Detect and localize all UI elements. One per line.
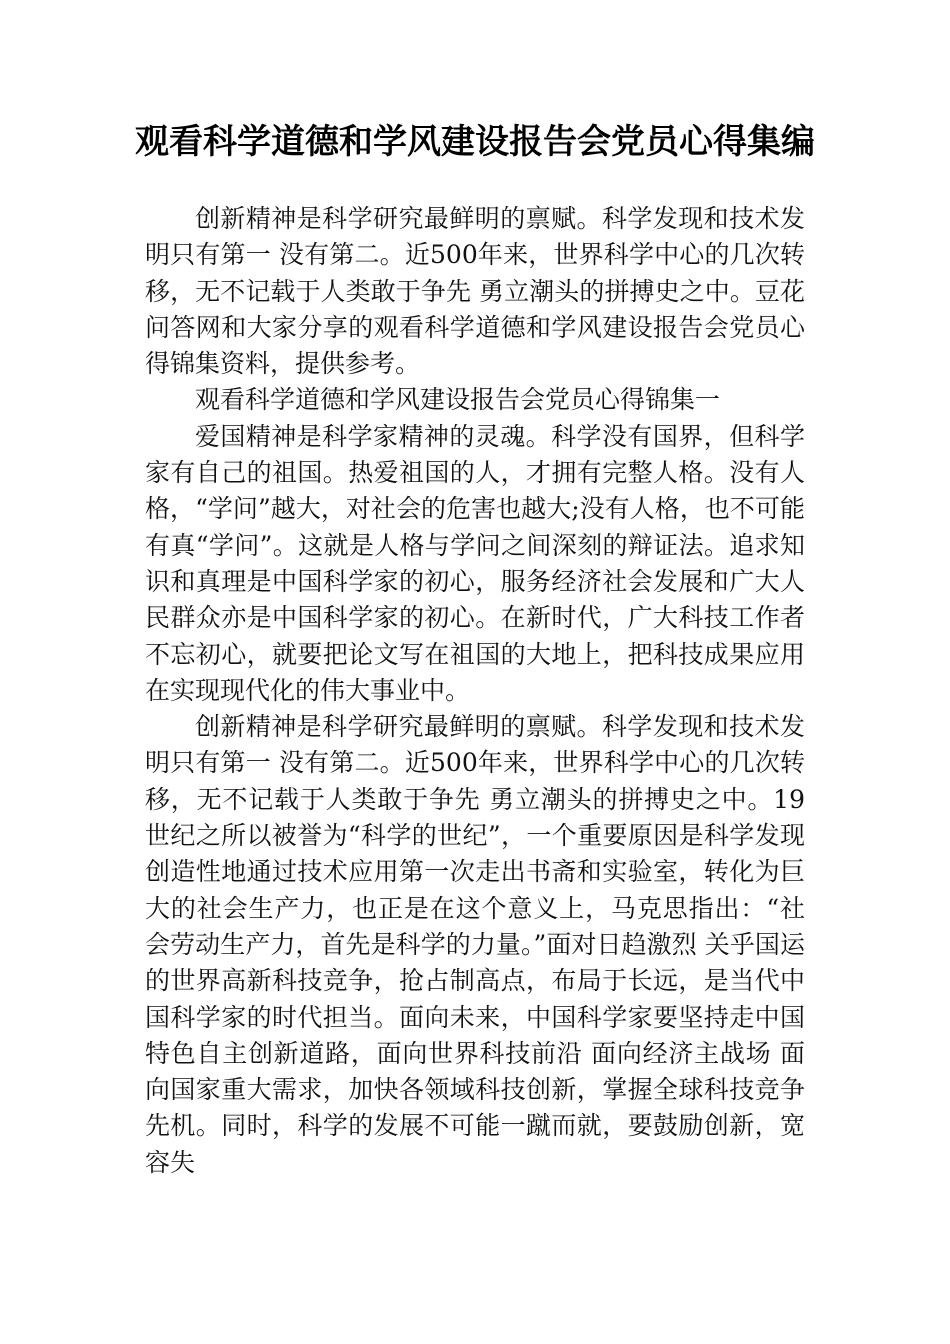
paragraph-intro: 创新精神是科学研究最鲜明的禀赋。科学发现和技术发明只有第一 没有第二。近500年来，世界科学中心的几次转移，无不记载于人类敢于争先 勇立潮头的拼搏史之中。豆花问答网和大家分享的观看科学道德和学风建设报告会党员心得锦集资料，提供参考。 xyxy=(145,204,805,379)
paragraph-patriotism: 爱国精神是科学家精神的灵魂。科学没有国界，但科学家有自己的祖国。热爱祖国的人，才拥有完整人格。没有人格，“学问”越大，对社会的危害也越大;没有人格，也不可能有真“学问”。这就是人格与学问之间深刻的辩证法。追求知识和真理是中国科学家的初心，服务经济社会发展和广大人民群众亦是中国科学家的初心。在新时代，广大科技工作者不忘初心，就要把论文写在祖国的大地上，把科技成果应用在实现现代化的伟大事业中。 xyxy=(145,421,805,705)
section-heading: 观看科学道德和学风建设报告会党员心得锦集一 xyxy=(195,385,721,415)
paragraph-innovation: 创新精神是科学研究最鲜明的禀赋。科学发现和技术发明只有第一 没有第二。近500年来，世界科学中心的几次转移，无不记载于人类敢于争先 勇立潮头的拼搏史之中。19世纪之所以被誉为“科学的世纪”，一个重要原因是科学发现创造性地通过技术应用第一次走出书斋和实验室，转化为巨大的社会生产力，也正是在这个意义上，马克思指出：“社会劳动生产力，首先是科学的力量。”面对日趋激烈 关乎国运的世界高新科技竞争，抢占制高点，布局于长远，是当代中国科学家的时代担当。面向未来，中国科学家要坚持走中国特色自主创新道路，面向世界科技前沿 面向经济主战场 面向国家重大需求，加快各领域科技创新，掌握全球科技竞争先机。同时，科学的发展不可能一蹴而就，要鼓励创新，宽容失 xyxy=(145,712,805,1177)
document-body xyxy=(145,201,805,1181)
document-title: 观看科学道德和学风建设报告会党员心得集编 xyxy=(135,122,815,162)
